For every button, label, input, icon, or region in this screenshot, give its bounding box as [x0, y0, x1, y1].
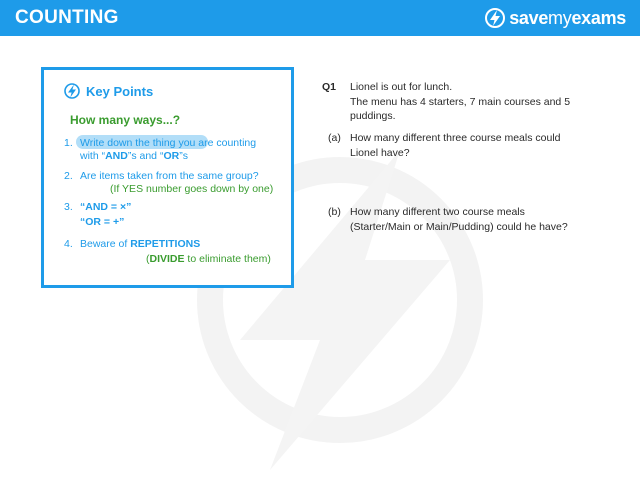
key-point-line [80, 238, 285, 251]
key-points-header [64, 83, 153, 99]
part-line: How many different three course meals could [350, 132, 561, 144]
lightning-bolt-icon [485, 8, 505, 28]
text-fragment: Beware of [80, 238, 131, 250]
text-fragment: ”s [179, 150, 188, 162]
key-points-box [41, 67, 294, 288]
key-point-text [80, 201, 285, 229]
page-title: COUNTING [15, 7, 119, 28]
key-point-text [80, 170, 285, 196]
part-text [350, 131, 620, 160]
brand-name [509, 8, 626, 29]
question-stem [350, 80, 620, 124]
key-point-note [80, 253, 285, 266]
brand-logo[interactable] [485, 7, 626, 29]
key-point-text [80, 137, 285, 163]
key-point-line: Are items taken from the same group? [80, 170, 259, 182]
part-label: (a) [328, 132, 341, 144]
key-point-number: 1. [64, 137, 73, 149]
or-keyword: OR [163, 150, 180, 162]
part-line: Lionel have? [350, 146, 410, 159]
text-fragment: to eliminate them) [184, 253, 271, 265]
text-fragment: ( [146, 253, 150, 265]
and-rule: “AND = ×” [80, 201, 132, 213]
divide-keyword: DIVIDE [149, 253, 185, 265]
part-label: (b) [328, 206, 341, 218]
lightning-bolt-icon [64, 83, 80, 99]
question-stem-line: The menu has 4 starters, 7 main courses and 5 [350, 95, 571, 108]
part-line: (Starter/Main or Main/Pudding) could he have? [350, 220, 568, 233]
key-point-number: 2. [64, 170, 73, 182]
key-points-subtitle: How many ways...? [70, 113, 181, 127]
brand-exams: exams [571, 7, 626, 28]
question-stem-line: puddings. [350, 110, 396, 122]
or-rule: “OR = +” [80, 216, 125, 228]
part-text [350, 205, 620, 234]
key-points-title: Key Points [86, 83, 154, 99]
key-point-text [80, 238, 285, 266]
brand-my: my [548, 7, 572, 28]
key-point-line [80, 150, 285, 163]
repetitions-keyword: REPETITIONS [130, 238, 201, 250]
key-point-number: 3. [64, 201, 73, 213]
question-stem-line: Lionel is out for lunch. [350, 81, 453, 93]
part-line: How many different two course meals [350, 206, 525, 218]
key-point-line: Write down the thing you are counting [80, 137, 257, 149]
text-fragment: ”s and “ [127, 150, 164, 162]
brand-save: save [509, 7, 549, 28]
header-bar [0, 0, 640, 36]
text-fragment: with “ [80, 150, 106, 162]
key-point-number: 4. [64, 238, 73, 250]
key-point-note: (If YES number goes down by one) [110, 183, 274, 195]
and-keyword: AND [105, 150, 128, 162]
question-number: Q1 [322, 81, 337, 93]
